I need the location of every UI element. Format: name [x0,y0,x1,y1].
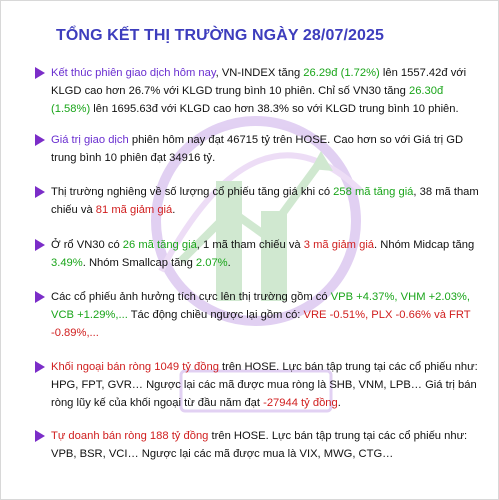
text-run: phiên hôm nay đạt 46715 tỷ trên HOSE. Cao hơn so với Giá trị GD trung bình 10 phiên đạt 34916 tỷ. [51,134,464,164]
text-run: . Nhóm Smallcap tăng [82,257,196,269]
arrow-bullet-icon [35,430,45,442]
text-run: Tác động chiều ngược lại gồm có: [127,309,304,321]
text-run: 2.07% [195,257,228,269]
summary-item-impact-stocks [51,288,483,342]
arrow-bullet-icon [35,67,45,79]
arrow-bullet-icon [35,361,45,373]
item-text [51,361,478,409]
text-run: lên 1695.63đ với KLGD cao hơn 38.3% so với KLGD trung bình 10 phiên. [90,103,459,115]
text-run: lên 1557.42đ với KLGD cao hơn 26.7% với KLGD trung bình 10 phiên. Chỉ số VN30 tăng [51,67,467,97]
text-run: 26.29đ (1.72%) [303,67,380,79]
text-run: 3 mã giảm giá [303,239,375,251]
text-run: 81 mã giảm giá [95,204,173,216]
text-run: . [337,397,341,409]
arrow-bullet-icon [35,291,45,303]
text-run: Kết thúc phiên giao dịch hôm nay [51,67,216,79]
page-title: TỔNG KẾT THỊ TRƯỜNG NGÀY 28/07/2025 [56,27,384,44]
item-text [51,186,479,216]
summary-item-market-close [51,64,483,118]
text-run: trên HOSE. Lực bán tập trung tại các cổ phiếu như: HPG, FPT, GVR… Ngược lại các mã được mua ròng là SHB, VNM, LPB… Giá trị bán ròng lũy kế của khối ngoại từ đầu năm đạt [51,361,478,409]
text-run: Giá trị giao dịch [51,134,129,146]
text-run: 26 mã tăng giá [122,239,197,251]
summary-item-foreign-flow [51,358,483,412]
text-run: 258 mã tăng giá [333,186,414,198]
item-text [51,291,470,339]
text-run: . [172,204,176,216]
text-run: . Nhóm Midcap tăng [374,239,475,251]
item-text [51,134,463,164]
arrow-bullet-icon [35,186,45,198]
text-run: VPB +4.37%, VHM +2.03%, VCB +1.29%,... [51,291,470,321]
text-run: 3.49% [51,257,83,269]
text-run: , 1 mã tham chiếu và [196,239,304,251]
text-run: trên HOSE. Lực bán tập trung tại các cổ phiếu như: VPB, BSR, VCI… Ngược lại các mã được mua là VIX, MWG, CTG… [51,430,468,460]
arrow-bullet-icon [35,134,45,146]
text-run: Các cổ phiếu ảnh hưởng tích cực lên thị trường gồm có [51,291,331,303]
text-run: , 38 mã tham chiếu và [51,186,479,216]
text-run: . [227,257,231,269]
text-run: Khối ngoại bán ròng 1049 tỷ đồng [51,361,219,373]
summary-item-breadth [51,183,483,219]
summary-item-vn30 [51,236,483,272]
text-run: -27944 tỷ đồng [263,397,338,409]
text-run: Tự doanh bán ròng 188 tỷ đồng [51,430,209,442]
text-run: Ở rổ VN30 có [51,239,123,251]
item-text [51,430,467,460]
item-text [51,239,474,269]
text-run: 26.30đ (1.58%) [51,85,444,115]
item-text [51,67,466,115]
arrow-bullet-icon [35,239,45,251]
text-run: Thị trường nghiêng về số lượng cổ phiếu tăng giá khi có [51,186,334,198]
text-run: VRE -0.51%, PLX -0.66% và FRT -0.89%,... [51,309,471,339]
summary-item-proprietary-flow [51,427,483,463]
summary-item-trade-value [51,131,483,167]
text-run: , VN-INDEX tăng [215,67,304,79]
